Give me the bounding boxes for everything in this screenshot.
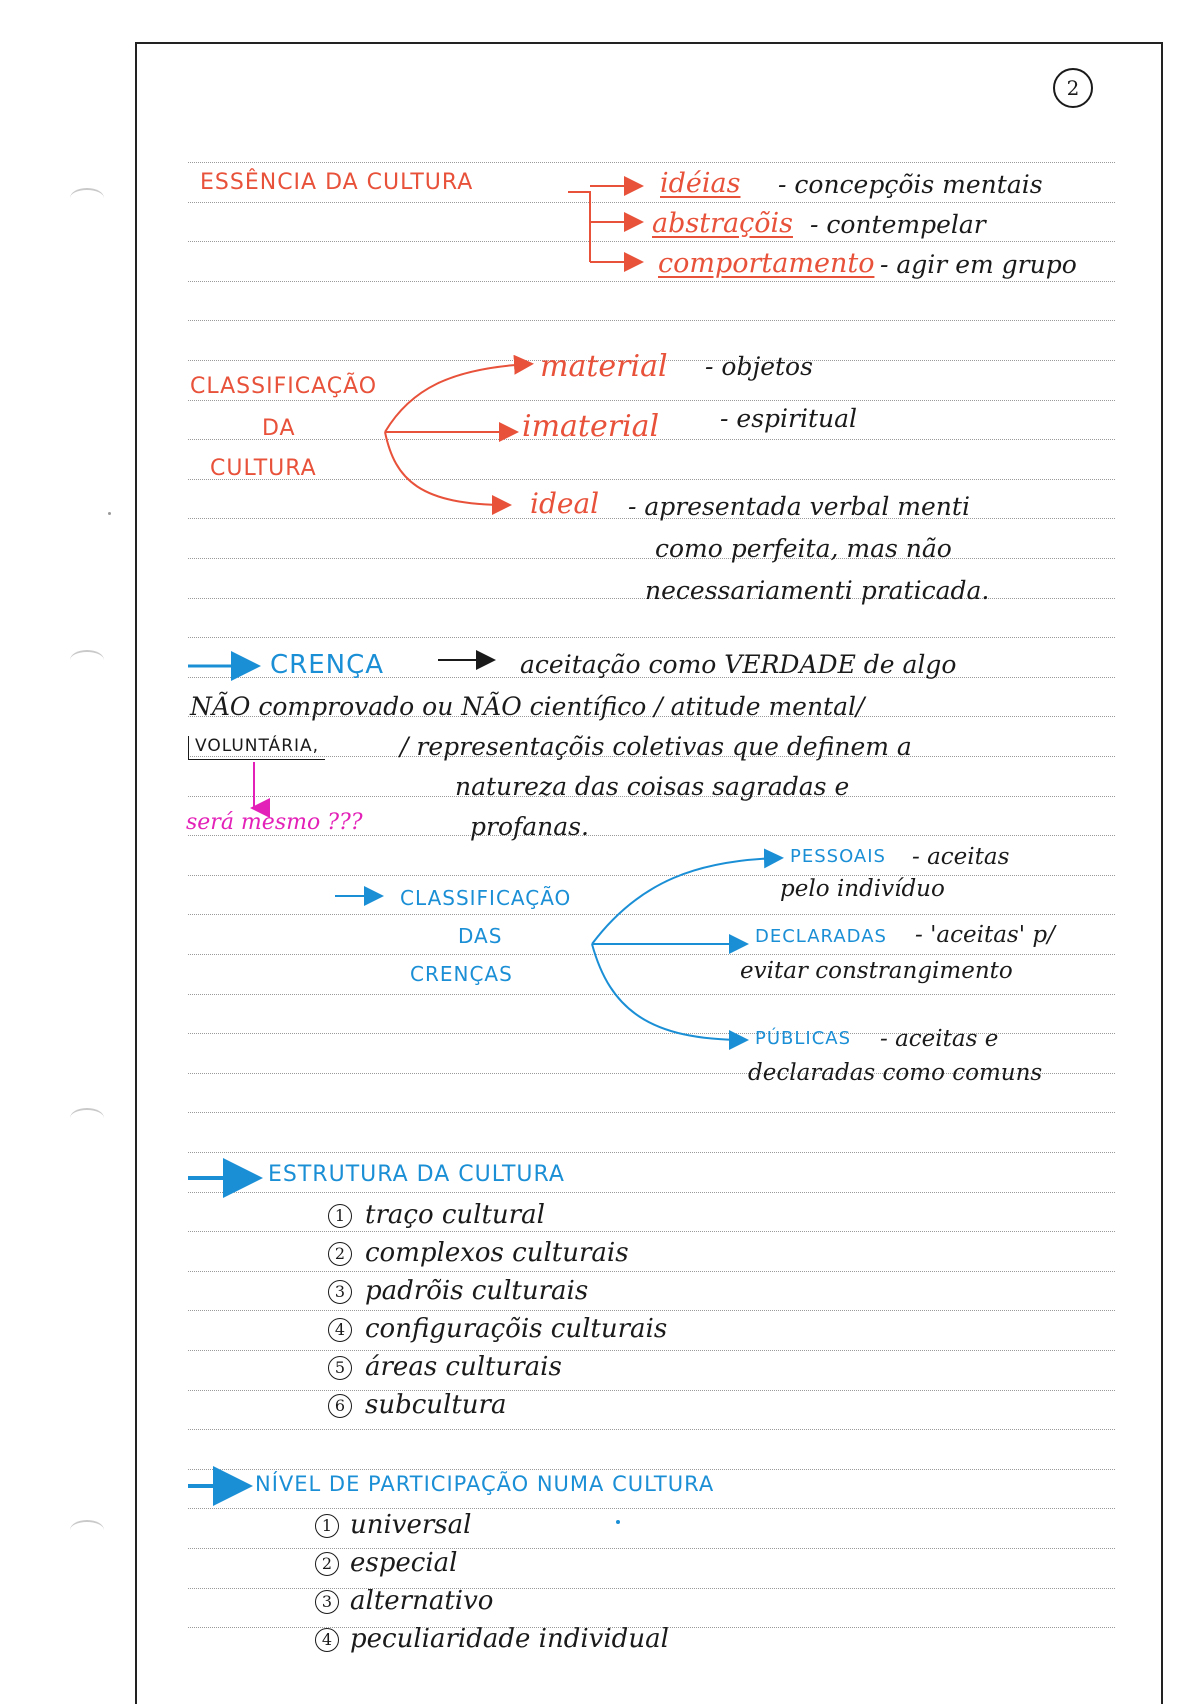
binder-hole [70, 188, 104, 208]
ruled-line [188, 1469, 1115, 1470]
nivel-number: 1 [315, 1514, 339, 1538]
crenca-type-1-cont: pelo indivíduo [780, 876, 945, 902]
classif-cultura-term-2: imaterial [522, 409, 660, 444]
crenca-type-2-term: DECLARADAS [755, 926, 887, 947]
classif-cultura-term-1: material [540, 349, 668, 384]
ruled-line [188, 994, 1115, 995]
ruled-line [188, 1112, 1115, 1113]
crenca-type-2-cont: evitar constrangimento [740, 958, 1013, 984]
binder-hole [70, 650, 104, 670]
ruled-line [188, 241, 1115, 242]
crenca-title: CRENÇA [270, 650, 385, 680]
page-number: 2 [1053, 68, 1093, 108]
estrutura-item: subcultura [365, 1390, 507, 1420]
classif-crencas-title-3: CRENÇAS [410, 962, 513, 986]
estrutura-number: 2 [328, 1242, 352, 1266]
binder-hole [70, 1108, 104, 1128]
crenca-line-5: profanas. [470, 812, 589, 841]
estrutura-number: 6 [328, 1394, 352, 1418]
ruled-line [188, 1508, 1115, 1509]
ruled-line [188, 835, 1115, 836]
essencia-term-1: idéias [660, 168, 741, 199]
notebook-page-frame [135, 42, 1163, 1704]
crenca-line-1: aceitação como VERDADE de algo [520, 650, 957, 679]
estrutura-item: traço cultural [365, 1200, 545, 1230]
ruled-line [188, 1548, 1115, 1549]
binder-hole [70, 1520, 104, 1540]
crenca-line-2: NÃO comprovado ou NÃO científico / atitude mental/ [190, 692, 865, 721]
paper-speck [108, 512, 111, 515]
classif-cultura-desc-2: - espiritual [720, 404, 858, 433]
ruled-line [188, 281, 1115, 282]
nivel-number: 3 [315, 1590, 339, 1614]
ruled-line [188, 1231, 1115, 1232]
estrutura-item: padrõis culturais [365, 1276, 589, 1306]
nivel-item: alternativo [350, 1586, 494, 1616]
estrutura-title: ESTRUTURA DA CULTURA [268, 1162, 565, 1187]
crenca-type-2-desc: - 'aceitas' p/ [915, 922, 1055, 948]
essencia-desc-1: - concepçõis mentais [778, 170, 1043, 199]
nivel-number: 4 [315, 1628, 339, 1652]
crenca-type-1-term: PESSOAIS [790, 846, 886, 867]
crenca-type-1-desc: - aceitas [912, 844, 1010, 870]
nivel-number: 2 [315, 1552, 339, 1576]
ruled-line [188, 1192, 1115, 1193]
ruled-line [188, 202, 1115, 203]
voluntaria-box: VOLUNTÁRIA, [188, 736, 325, 760]
ruled-line [188, 954, 1115, 955]
ideal-continuation-2: necessariamenti praticada. [645, 576, 990, 605]
ruled-line [188, 1271, 1115, 1272]
ruled-line [188, 914, 1115, 915]
classif-cultura-title-2: DA [262, 416, 296, 441]
question-annotation: será mesmo ??? [186, 810, 363, 835]
estrutura-item: configuraçõis culturais [365, 1314, 668, 1344]
essencia-term-2: abstraçõis [652, 208, 793, 239]
ruled-line [188, 162, 1115, 163]
ruled-line [188, 400, 1115, 401]
ruled-line [188, 1152, 1115, 1153]
ruled-line [188, 637, 1115, 638]
ruled-line [188, 1588, 1115, 1589]
nivel-item: universal [350, 1510, 472, 1540]
crenca-type-3-desc: - aceitas e [880, 1026, 999, 1052]
ruled-line [188, 875, 1115, 876]
classif-cultura-desc-3: - apresentada verbal menti [628, 492, 970, 521]
ruled-line [188, 558, 1115, 559]
classif-cultura-title-1: CLASSIFICAÇÃO [190, 374, 378, 399]
nivel-title: NÍVEL DE PARTICIPAÇÃO NUMA CULTURA [255, 1472, 715, 1496]
classif-crencas-title-2: DAS [458, 924, 503, 948]
estrutura-item: áreas culturais [365, 1352, 562, 1382]
classif-cultura-desc-1: - objetos [705, 352, 813, 381]
estrutura-item: complexos culturais [365, 1238, 629, 1268]
crenca-type-3-cont: declaradas como comuns [748, 1060, 1043, 1086]
ruled-line [188, 1350, 1115, 1351]
estrutura-number: 4 [328, 1318, 352, 1342]
essencia-desc-3: - agir em grupo [880, 250, 1077, 279]
estrutura-number: 3 [328, 1280, 352, 1304]
classif-cultura-term-3: ideal [530, 487, 600, 520]
crenca-line-4: natureza das coisas sagradas e [455, 772, 850, 801]
essencia-desc-2: - contempelar [810, 210, 986, 239]
ruled-line [188, 1390, 1115, 1391]
ruled-line [188, 1429, 1115, 1430]
ruled-line [188, 1310, 1115, 1311]
ruled-line [188, 320, 1115, 321]
nivel-item: peculiaridade individual [350, 1624, 669, 1654]
crenca-line-3: / representaçõis coletivas que definem a [400, 732, 912, 761]
classif-cultura-title-3: CULTURA [210, 456, 317, 481]
classif-crencas-title-1: CLASSIFICAÇÃO [400, 886, 572, 910]
ideal-continuation-1: como perfeita, mas não [655, 534, 952, 563]
estrutura-number: 1 [328, 1204, 352, 1228]
crenca-type-3-term: PÚBLICAS [755, 1028, 852, 1049]
ruled-line [188, 479, 1115, 480]
nivel-item: especial [350, 1548, 458, 1578]
estrutura-number: 5 [328, 1356, 352, 1380]
essencia-term-3: comportamento [658, 248, 875, 279]
essencia-title: ESSÊNCIA DA CULTURA [200, 170, 474, 195]
